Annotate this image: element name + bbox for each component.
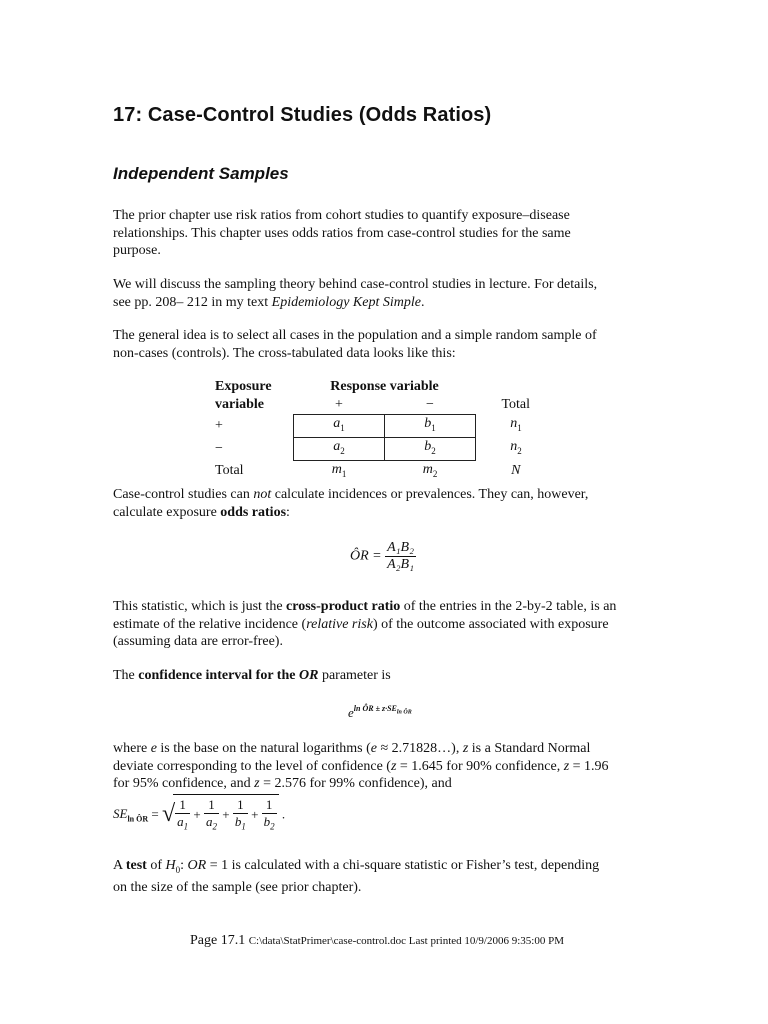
frac-a2 xyxy=(204,797,219,835)
term-cross-product-ratio: cross-product ratio xyxy=(286,599,401,614)
frac-b2 xyxy=(262,797,277,835)
cell-symbol: n xyxy=(510,438,518,454)
formula-lhs: ÔR = xyxy=(350,548,382,564)
contingency-table xyxy=(215,378,556,482)
plus-sign: + xyxy=(222,806,230,822)
formula-denominator: A₂B₁ xyxy=(387,557,414,572)
cell-subscript: 1 xyxy=(517,422,522,433)
text-line xyxy=(113,504,658,522)
formula-exponent-subscript: ln ÔR xyxy=(396,709,412,716)
text-span: see pp. 208– 212 in my text xyxy=(113,294,272,310)
frac-denominator xyxy=(204,814,219,835)
cell-subscript: 2 xyxy=(431,445,436,456)
text-line xyxy=(113,294,658,312)
frac-numerator: 1 xyxy=(262,797,277,814)
frac-symbol: b xyxy=(263,814,271,829)
frac-symbol: b xyxy=(234,814,242,829)
cell-symbol: a xyxy=(333,438,341,454)
cell-symbol: N xyxy=(511,463,521,479)
chapter-title: 17: Case-Control Studies (Odds Ratios) xyxy=(113,104,492,126)
frac-symbol: a xyxy=(177,814,184,829)
plus-sign: + xyxy=(193,806,201,822)
header-variable: variable xyxy=(215,397,264,413)
text-span: ≈ 2.71828…), xyxy=(376,741,463,756)
symbol-z: z xyxy=(563,758,570,774)
text-line xyxy=(113,740,658,758)
header-total: Total xyxy=(501,397,531,413)
file-path: C:\data\StatPrimer\case-control.doc Last printed 10/9/2006 9:35:00 PM xyxy=(248,935,565,947)
symbol-e: e xyxy=(370,741,377,756)
text-span: = 1.645 for 90% confidence, xyxy=(396,758,564,774)
page-number: Page 17.1 xyxy=(190,933,246,948)
text-span: parameter is xyxy=(318,668,391,683)
odds-ratio-formula xyxy=(350,540,416,573)
standard-error-formula xyxy=(113,794,285,835)
page-footer xyxy=(190,933,564,949)
empty-cell xyxy=(476,378,557,396)
table-row xyxy=(215,378,556,396)
text-line xyxy=(113,486,658,504)
cell-n2 xyxy=(476,437,557,460)
frac-numerator: 1 xyxy=(204,797,219,814)
text-line xyxy=(113,616,658,634)
text-span: calculate incidences or prevalences. They can, however, xyxy=(271,487,589,502)
header-minus: − xyxy=(426,397,434,412)
header-plus: + xyxy=(335,397,343,412)
se-equals: = xyxy=(151,806,159,822)
section-heading: Independent Samples xyxy=(113,164,289,183)
header-exposure: Exposure xyxy=(215,379,272,394)
formula-fraction xyxy=(385,540,416,573)
term-relative-risk: relative risk xyxy=(306,616,373,632)
symbol-z: z xyxy=(462,741,469,756)
frac-a1 xyxy=(175,797,190,835)
cell-symbol: b xyxy=(424,438,432,454)
cell-symbol: b xyxy=(424,416,432,431)
text-span: : xyxy=(286,504,290,520)
symbol-H: H xyxy=(165,858,176,873)
paragraph-confidence-interval xyxy=(113,667,658,685)
cell-subscript: 1 xyxy=(431,422,436,433)
text-span: This statistic, which is just the xyxy=(113,599,287,614)
header-response-variable: Response variable xyxy=(330,379,439,394)
emphasis: not xyxy=(253,487,272,502)
text-span: is a Standard Normal xyxy=(468,741,591,756)
text-line xyxy=(113,598,658,616)
text-line: The general idea is to select all cases in the population and a simple random sample of xyxy=(113,328,597,343)
cell-subscript: 1 xyxy=(340,422,345,433)
cell-symbol: a xyxy=(333,416,341,431)
formula-exponent: ln ÔR ± z·SE xyxy=(353,704,397,713)
cell-subscript: 2 xyxy=(517,445,522,456)
symbol-OR: OR xyxy=(187,858,207,873)
cell-subscript: 2 xyxy=(432,468,438,479)
se-symbol: SE xyxy=(113,805,128,821)
text-span: where xyxy=(113,741,151,756)
row-label-total: Total xyxy=(215,463,244,479)
text-span: The xyxy=(113,668,139,683)
term-OR: OR xyxy=(298,668,319,683)
text-line: We will discuss the sampling theory behind case-control studies in lecture. For details, xyxy=(113,277,598,292)
paragraph-test xyxy=(113,857,658,897)
formula-base: e xyxy=(348,705,354,720)
text-span: for 95% confidence, and xyxy=(113,776,255,791)
row-label-minus: − xyxy=(215,440,223,456)
text-line: non-cases (controls). The cross-tabulated data looks like this: xyxy=(113,345,456,361)
cell-b1 xyxy=(385,415,476,438)
table-row xyxy=(215,415,556,438)
term-confidence-interval: confidence interval for the xyxy=(138,668,299,683)
paragraph-sampling xyxy=(113,276,658,311)
text-span: estimate of the relative incidence ( xyxy=(113,616,307,632)
table-row xyxy=(215,396,556,415)
frac-denominator xyxy=(233,814,248,835)
paragraph-where-e xyxy=(113,740,658,793)
text-span: = 2.576 for 99% confidence), and xyxy=(259,776,452,791)
text-span: = 1 is calculated with a chi-square statistic or Fisher’s test, depending xyxy=(206,858,600,873)
row-label-plus: + xyxy=(215,417,223,433)
sqrt-sign-icon: √ xyxy=(161,800,176,827)
cell-a2 xyxy=(294,437,385,460)
cell-N xyxy=(476,460,557,482)
frac-subscript: 2 xyxy=(270,821,275,832)
cell-b2 xyxy=(385,437,476,460)
ci-formula xyxy=(348,704,412,721)
cell-m1 xyxy=(294,460,385,482)
cell-a1 xyxy=(294,415,385,438)
cell-m2 xyxy=(385,460,476,482)
text-line xyxy=(113,857,658,879)
text-line: relationships. This chapter uses odds ratios from case-control studies for the same xyxy=(113,225,571,241)
text-line xyxy=(113,758,658,776)
formula-numerator: A₁B₂ xyxy=(387,540,414,555)
text-span: A xyxy=(113,858,126,873)
text-span: Case-control studies can xyxy=(113,487,254,502)
paragraph-general-idea xyxy=(113,327,658,362)
cell-symbol: m xyxy=(422,461,433,477)
text-line xyxy=(113,667,658,685)
text-line: (assuming data are error-free). xyxy=(113,634,283,649)
text-span: . xyxy=(420,294,425,310)
book-title: Epidemiology Kept Simple xyxy=(271,294,421,310)
text-line: The prior chapter use risk ratios from cohort studies to quantify exposure–disease xyxy=(113,208,570,223)
text-line: purpose. xyxy=(113,243,161,258)
text-span: : xyxy=(180,858,188,873)
text-span: of xyxy=(146,858,166,873)
frac-subscript: 1 xyxy=(241,821,246,832)
cell-symbol: n xyxy=(510,416,518,431)
frac-subscript: 1 xyxy=(183,821,189,832)
cell-subscript: 1 xyxy=(341,468,347,479)
plus-sign: + xyxy=(251,806,259,822)
cell-subscript: 2 xyxy=(340,445,345,456)
cell-symbol: m xyxy=(331,461,342,477)
paragraph-case-control xyxy=(113,486,658,521)
se-lhs xyxy=(113,805,149,824)
symbol-e: e xyxy=(150,741,157,756)
se-subscript: ln ÔR xyxy=(127,814,149,824)
table-row xyxy=(215,437,556,460)
text-span: = 1.96 xyxy=(569,758,609,774)
paragraph-intro xyxy=(113,207,658,260)
text-line: on the size of the sample (see prior chapter). xyxy=(113,880,362,896)
symbol-z: z xyxy=(254,776,260,791)
frac-b1 xyxy=(233,797,248,835)
paragraph-cross-product xyxy=(113,598,658,651)
text-line xyxy=(113,775,658,793)
text-span: deviate corresponding to the level of confidence ( xyxy=(113,758,391,774)
frac-denominator xyxy=(175,814,190,835)
frac-numerator: 1 xyxy=(175,797,190,814)
frac-symbol: a xyxy=(205,814,213,829)
text-span: calculate exposure xyxy=(113,504,221,520)
frac-numerator: 1 xyxy=(233,797,248,814)
table-row xyxy=(215,460,556,482)
symbol-z: z xyxy=(390,758,397,774)
cell-n1 xyxy=(476,415,557,438)
text-span: ) of the outcome associated with exposure xyxy=(372,616,609,632)
text-span: of the entries in the 2-by-2 table, is an xyxy=(400,599,617,614)
text-span: is the base on the natural logarithms ( xyxy=(156,741,371,756)
term-test: test xyxy=(125,858,147,873)
symbol-H-subscript: 0 xyxy=(175,864,181,875)
frac-denominator xyxy=(262,814,277,835)
frac-subscript: 2 xyxy=(212,821,217,832)
sqrt-radicand xyxy=(173,794,279,835)
term-odds-ratios: odds ratios xyxy=(220,504,287,520)
se-period: . xyxy=(281,806,286,822)
